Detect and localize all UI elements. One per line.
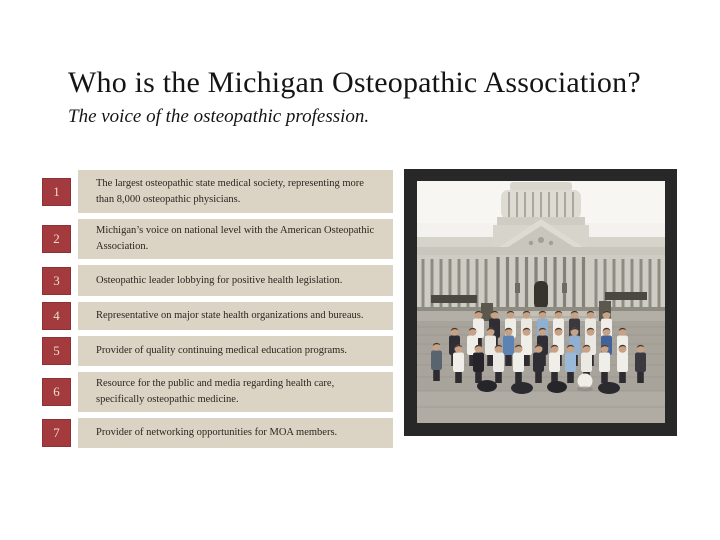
item-text: Michigan’s voice on national level with the American Osteopathic Association.	[96, 225, 375, 252]
list-item	[42, 336, 393, 366]
capitol-photo	[417, 181, 665, 423]
list-item	[42, 265, 393, 296]
list-item	[42, 219, 393, 259]
item-text-bar	[78, 170, 393, 213]
slide-title: Who is the Michigan Osteopathic Association?	[68, 66, 641, 99]
list-item	[42, 372, 393, 412]
item-text-bar	[78, 372, 393, 412]
slide-subtitle: The voice of the osteopathic profession.	[68, 106, 370, 127]
list-item	[42, 418, 393, 448]
item-number-badge: 2	[42, 225, 71, 253]
list-item	[42, 170, 393, 213]
item-text-bar	[78, 265, 393, 296]
item-number-badge: 4	[42, 302, 71, 330]
item-text-bar	[78, 418, 393, 448]
list-item	[42, 302, 393, 330]
item-number-badge: 3	[42, 267, 71, 295]
item-number-badge: 1	[42, 178, 71, 206]
item-text-bar	[78, 219, 393, 259]
item-text-bar	[78, 336, 393, 366]
item-text-bar	[78, 302, 393, 330]
item-text: Provider of networking opportunities for MOA members.	[96, 427, 338, 438]
item-number-badge: 7	[42, 419, 71, 447]
item-text: Provider of quality continuing medical education programs.	[96, 345, 348, 356]
item-number-badge: 5	[42, 337, 71, 365]
item-number-badge: 6	[42, 378, 71, 406]
item-text: Osteopathic leader lobbying for positive health legislation.	[96, 274, 343, 286]
item-text: Representative on major state health organizations and bureaus.	[96, 310, 364, 321]
feature-list	[42, 170, 393, 448]
item-text: The largest osteopathic state medical society, representing more than 8,000 osteopathic physicians.	[96, 177, 364, 205]
capitol-photo-frame	[404, 169, 677, 436]
item-text: Resource for the public and media regarding health care, specifically osteopathic medicine.	[96, 378, 335, 405]
